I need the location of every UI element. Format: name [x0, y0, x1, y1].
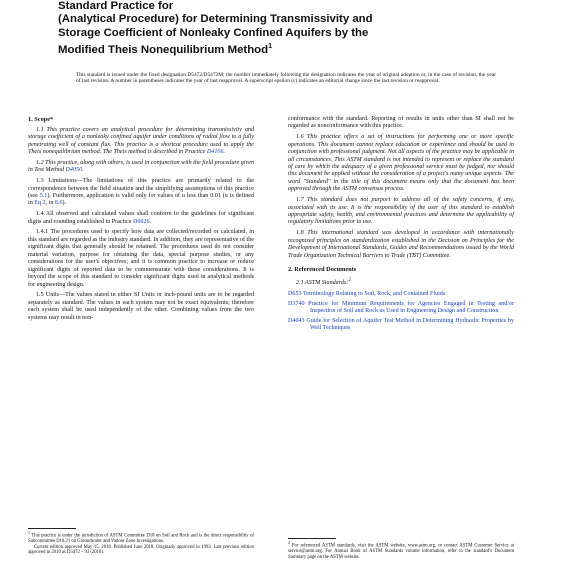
- paragraph-1-5-continued: conformance with the standard. Reporting of results in units other than SI shall not be regarded as nonconformance with this practice.: [288, 116, 514, 130]
- footnotes-left: [28, 531, 254, 556]
- footnotes-right: [288, 541, 514, 560]
- astm-standards-subheading: 2.1 ASTM Standards:$^2$: [296, 276, 351, 286]
- paragraph-1-1: 1.1 This practice covers an analytical procedure for determining transmissivity and storage coefficient of a nonleaky confined aquifer under conditions of radial flow to a fully penetrating well of constant flux. This practice is a shortcut procedure used to apply the Theis nonequilibrium method. The Theis method is described in Practice D4106.: [28, 126, 254, 156]
- footnote: $^1$ This practice is under the jurisdiction of ASTM Committee D18 on Soil and Rock and is the direct responsibility of Subcommittee D18.21 on Groundwater and Vadose Zone Investigations.: [28, 531, 254, 545]
- footnote-rule: [28, 528, 76, 529]
- reference-item[interactable]: D4043 Guide for Selection of Aquifer Test Method in Determining Hydraulic Properties by Well Techniques: [288, 317, 514, 332]
- reference-link[interactable]: 8.6: [54, 200, 63, 207]
- reference-item[interactable]: D653 Terminology Relating to Soil, Rock, and Contained Fluids: [288, 290, 446, 297]
- title-footnote-mark: 1: [268, 43, 272, 51]
- title-line: Standard Practice for: [58, 0, 174, 12]
- document-title: [58, 0, 498, 57]
- paragraph-1-4: 1.4 All observed and calculated values shall conform to the guidelines for significant digits and rounding established in Practice D6026.: [28, 211, 254, 225]
- footnote: Current edition approved May 15, 2018. Published June 2018. Originally approved in 1993. Last previous edition approved in 2010 as D5472 – 93 (2010).: [28, 544, 254, 556]
- designation-notice: This standard is issued under the fixed designation D5472/D5472M; the number immediately following the designation indicates the year of original adoption or, in the case of revision, the year of last revision. A number in parentheses indicates the year of last reapproval. A superscript epsilon (ε) indicates an editorial change since the last revision or reapproval.: [76, 72, 496, 85]
- reference-link[interactable]: D6026: [132, 218, 150, 225]
- title-line: Modified Theis Nonequilibrium Method$^1$: [58, 43, 272, 57]
- title-line: (Analytical Procedure) for Determining Transmissivity and: [58, 13, 373, 26]
- paragraph-1-4-1: 1.4.1 The procedures used to specify how data are collected/recorded or calculated, in this standard are regarded as the industry standard. In addition, they are representative of the significant digits that generally should be retained. The procedures used do not consider material variation, purpose for obtaining the data, special purpose studies, or any considerations for the user's objectives; and it is common practice to increase or reduce significant digits of reported data to be commensurate with these considerations. It is beyond the scope of this standard to consider significant digits used in analytical methods for engineering design.: [28, 229, 254, 288]
- paragraph-1-8: 1.8 This international standard was developed in accordance with internationally recognized principles on standardization established in the Decision on Principles for the Development of International Standards, Guides and Recommendations issued by the World Trade Organization Technical Barriers to Trade (TBT) Committee.: [288, 230, 514, 259]
- title-line: Storage Coefficient of Nonleaky Confined Aquifers by the: [58, 26, 369, 39]
- paragraph-1-5: 1.5 Units—The values stated in either SI Units or inch-pound units are to be regarded separately as standard. The values in each system may not be exact equivalents; therefore each system shall be used independently of the other. Combining values from the two systems may result in non-: [28, 292, 254, 321]
- section-heading-scope: 1. Scope*: [28, 116, 54, 123]
- reference-link[interactable]: 5.1: [39, 192, 48, 199]
- footnote-rule: [288, 538, 336, 539]
- paragraph-1-2: 1.2 This practice, along with others, is used in conjunction with the field procedure given in Test Method D4050.: [28, 159, 254, 174]
- left-column: [28, 116, 254, 325]
- paragraph-1-6: 1.6 This practice offers a set of instructions for performing one or more specific operations. This document cannot replace education or experience and should be used in conjunction with professional judgment. Not all aspects of the practice may be applicable in all circumstances. This ASTM standard is not intended to represent or replace the standard of care by which the adequacy of a given professional service must be judged, nor should this document be applied without the consideration of a project's many unique aspects. The word "Standard" in the title of this document means only that the document has been approved through the ASTM consensus process.: [288, 134, 514, 193]
- paragraph-1-3: 1.3 Limitations—The limitations of this practice are primarily related to the correspondence between the field situation and the simplifying assumptions of this practice (see 5.1). Furthermore, application is valid only for values of u less than 0.01 (u is defined in Eq 2, in 8.6).: [28, 178, 254, 207]
- right-column: [288, 116, 514, 335]
- reference-link[interactable]: Eq 2: [34, 200, 46, 207]
- reference-item[interactable]: D3740 Practice for Minimum Requirements for Agencies Engaged in Testing and/or Inspection of Soil and Rock as Used in Engineering Design and Construction: [288, 300, 514, 314]
- paragraph-1-7: 1.7 This standard does not purport to address all of the safety concerns, if any, associated with its use. It is the responsibility of the user of this standard to establish appropriate safety, health, and environmental practices and determine the applicability of regulatory limitations prior to use.: [288, 197, 514, 226]
- footnote: $^2$ For referenced ASTM standards, visit the ASTM website, www.astm.org, or contact ASTM Customer Service at service@astm.org. For Annual Book of ASTM Standards volume information, refer to the standard's Document Summary page on the ASTM website.: [288, 541, 514, 560]
- section-heading-referenced-documents: 2. Referenced Documents: [288, 266, 357, 274]
- reference-link[interactable]: D4106: [206, 149, 224, 156]
- reference-link[interactable]: D4050: [65, 167, 83, 174]
